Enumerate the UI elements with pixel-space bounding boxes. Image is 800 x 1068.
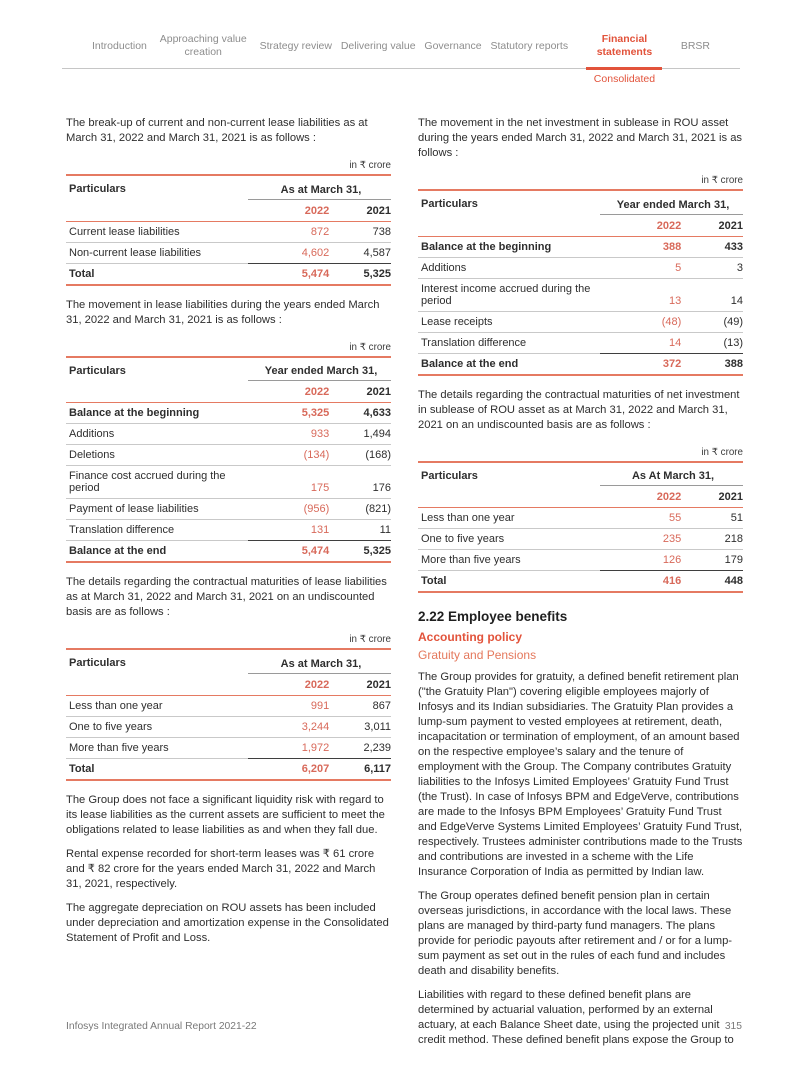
table-row bbox=[66, 737, 391, 758]
table-row bbox=[418, 508, 743, 529]
para-liquidity-risk: The Group does not face a significant liquidity risk with regard to its lease liabilities as the current assets are sufficient to meet the obligations related to lease liabilities as and when they fall due. bbox=[66, 793, 385, 836]
value-2021: 5,325 bbox=[329, 541, 391, 563]
value-2022: 131 bbox=[248, 520, 329, 541]
table-row bbox=[418, 332, 743, 353]
table-row bbox=[66, 263, 391, 285]
table-row bbox=[66, 695, 391, 716]
row-label: Balance at the end bbox=[66, 541, 248, 563]
table-row bbox=[66, 242, 391, 263]
table-row bbox=[66, 716, 391, 737]
para-sublease-maturities: The details regarding the contractual maturities of net investment in sublease of ROU asset as at March 31, 2022 and March 31, 2021 on an undiscounted basis are as follows : bbox=[418, 388, 740, 431]
page-footer bbox=[66, 1021, 742, 1032]
top-navigation bbox=[62, 33, 740, 86]
table-row bbox=[66, 445, 391, 466]
table-col-period-header: As At March 31, bbox=[600, 462, 743, 486]
table-row bbox=[418, 278, 743, 311]
nav-item-strategy-review[interactable]: Strategy review bbox=[259, 39, 332, 52]
row-label: Balance at the end bbox=[418, 353, 600, 375]
section-heading-employee-benefits: 2.22 Employee benefits bbox=[418, 609, 568, 625]
value-2021: 6,117 bbox=[329, 758, 391, 780]
table-col-year-2022: 2022 bbox=[600, 486, 681, 508]
table-sublease-maturities bbox=[418, 461, 743, 594]
row-label: Less than one year bbox=[66, 695, 248, 716]
value-2021: 5,325 bbox=[329, 263, 391, 285]
row-label: Translation difference bbox=[66, 520, 248, 541]
table-row bbox=[66, 520, 391, 541]
row-label: Balance at the beginning bbox=[418, 236, 600, 257]
value-2021: 738 bbox=[329, 221, 391, 242]
nav-item-approaching-value-creation[interactable]: Approaching value creation bbox=[159, 33, 247, 59]
row-label: Total bbox=[418, 571, 600, 593]
table-col-year-2021: 2021 bbox=[681, 486, 743, 508]
table-block-lease-maturities bbox=[66, 634, 391, 781]
row-label: Additions bbox=[418, 257, 600, 278]
table-lease-liability-movement bbox=[66, 356, 391, 564]
row-label: One to five years bbox=[418, 529, 600, 550]
row-label: Non-current lease liabilities bbox=[66, 242, 248, 263]
row-label: Finance cost accrued during the period bbox=[66, 466, 248, 499]
table-col-period-header: Year ended March 31, bbox=[248, 357, 391, 381]
value-2021: 14 bbox=[681, 278, 743, 311]
table-current-noncurrent-lease-liabilities bbox=[66, 174, 391, 286]
value-2022: 126 bbox=[600, 550, 681, 571]
row-label: Total bbox=[66, 263, 248, 285]
table-row bbox=[66, 499, 391, 520]
para-lease-maturities: The details regarding the contractual maturities of lease liabilities as at March 31, 2022 and March 31, 2021 on an undiscounted basis are as follows : bbox=[66, 576, 387, 619]
value-2021: (168) bbox=[329, 445, 391, 466]
value-2021: 433 bbox=[681, 236, 743, 257]
table-col-particulars: Particulars bbox=[421, 198, 478, 211]
value-2021: (821) bbox=[329, 499, 391, 520]
table-col-year-2022: 2022 bbox=[248, 673, 329, 695]
para-gratuity-plan: The Group provides for gratuity, a defined benefit retirement plan ("the Gratuity Plan") covering eligible employees majorly of Infosys and its Indian subsidiaries. The Gratuity Plan provides a lump-sum payment to vested employees at retirement, death, incapacitation or termination of employment, of an amount based on the respective employee’s salary and the tenure of employment with the Group. The Company contributes Gratuity liabilities to the Infosys Limited Employees’ Gratuity Fund Trust (the Trust). In case of Infosys BPM and EdgeVerve, contributions are made to the Infosys BPM Employees’ Gratuity Fund Trust and EdgeVerve Systems Limited Employees’ Gratuity Fund Trust, respectively. Trustees administer contributions made to the Trusts and contributions are invested in a scheme with the Life Insurance Corporation of India as permitted by Indian law. bbox=[418, 671, 743, 879]
value-2022: 5,474 bbox=[248, 263, 329, 285]
value-2021: 218 bbox=[681, 529, 743, 550]
value-2021: 3,011 bbox=[329, 716, 391, 737]
table-col-particulars: Particulars bbox=[69, 364, 126, 377]
para-pension-plan: The Group operates defined benefit pension plan in certain overseas jurisdictions, in accordance with the local laws. These plans are managed by third-party fund managers. The plans provide for periodic payouts after retirement and / or for a lump-sum payment as set out in the rules of each fund and includes death and disability benefits. bbox=[418, 890, 733, 978]
table-col-period-header: As at March 31, bbox=[248, 175, 391, 199]
value-2022: (134) bbox=[248, 445, 329, 466]
table-row bbox=[418, 353, 743, 375]
table-row bbox=[66, 466, 391, 499]
nav-item-financial-statements[interactable] bbox=[577, 33, 672, 86]
row-label: Less than one year bbox=[418, 508, 600, 529]
value-2021: 4,587 bbox=[329, 242, 391, 263]
value-2022: 13 bbox=[600, 278, 681, 311]
row-label: Lease receipts bbox=[418, 311, 600, 332]
table-row bbox=[418, 236, 743, 257]
value-2022: 991 bbox=[248, 695, 329, 716]
value-2022: 5 bbox=[600, 257, 681, 278]
value-2022: 175 bbox=[248, 466, 329, 499]
nav-item-brsr[interactable]: BRSR bbox=[680, 39, 710, 52]
value-2021: 3 bbox=[681, 257, 743, 278]
table-row bbox=[418, 571, 743, 593]
value-2022: 933 bbox=[248, 424, 329, 445]
value-2021: 2,239 bbox=[329, 737, 391, 758]
table-col-particulars: Particulars bbox=[69, 183, 126, 196]
value-2022: 6,207 bbox=[248, 758, 329, 780]
value-2021: 179 bbox=[681, 550, 743, 571]
table-row bbox=[418, 529, 743, 550]
subheading-accounting-policy: Accounting policy bbox=[418, 630, 523, 645]
subheading-gratuity-pensions: Gratuity and Pensions bbox=[418, 648, 537, 663]
row-label: Translation difference bbox=[418, 332, 600, 353]
value-2021: 176 bbox=[329, 466, 391, 499]
para-lease-breakup: The break-up of current and non-current lease liabilities as at March 31, 2022 and March 31, 2021 is as follows : bbox=[66, 117, 368, 145]
para-actuarial-valuation: Liabilities with regard to these defined benefit plans are determined by actuarial valuation, performed by an external actuary, at each Balance Sheet date, using the projected unit credit method. These defined benefit plans expose the Group to bbox=[418, 989, 734, 1047]
row-label: One to five years bbox=[66, 716, 248, 737]
value-2022: 3,244 bbox=[248, 716, 329, 737]
para-rou-depreciation: The aggregate depreciation on ROU assets has been included under depreciation and amortization expense in the Consolidated Statement of Profit and Loss. bbox=[66, 901, 389, 944]
left-column bbox=[66, 116, 391, 1057]
value-2021: 4,633 bbox=[329, 403, 391, 424]
table-col-year-2022: 2022 bbox=[248, 381, 329, 403]
table-col-year-2022: 2022 bbox=[248, 199, 329, 221]
table-block-current-noncurrent bbox=[66, 160, 391, 286]
unit-label: in ₹ crore bbox=[349, 160, 391, 172]
right-column bbox=[418, 116, 743, 1057]
value-2022: (48) bbox=[600, 311, 681, 332]
nav-item-delivering-value[interactable]: Delivering value bbox=[340, 39, 416, 52]
table-row bbox=[418, 311, 743, 332]
value-2021: 1,494 bbox=[329, 424, 391, 445]
table-col-particulars: Particulars bbox=[421, 469, 478, 482]
nav-item-statutory-reports[interactable]: Statutory reports bbox=[490, 39, 569, 52]
table-col-particulars: Particulars bbox=[69, 657, 126, 670]
table-sublease-net-investment-movement bbox=[418, 189, 743, 376]
value-2022: 416 bbox=[600, 571, 681, 593]
value-2022: 14 bbox=[600, 332, 681, 353]
value-2022: (956) bbox=[248, 499, 329, 520]
table-row bbox=[418, 257, 743, 278]
unit-label: in ₹ crore bbox=[701, 175, 743, 187]
row-label: More than five years bbox=[418, 550, 600, 571]
value-2022: 388 bbox=[600, 236, 681, 257]
value-2022: 4,602 bbox=[248, 242, 329, 263]
unit-label: in ₹ crore bbox=[349, 634, 391, 646]
unit-label: in ₹ crore bbox=[349, 341, 391, 353]
value-2021: 448 bbox=[681, 571, 743, 593]
para-sublease-movement: The movement in the net investment in sublease in ROU asset during the years ended March 31, 2022 and March 31, 2021 is as follows : bbox=[418, 117, 743, 160]
value-2021: 388 bbox=[681, 353, 743, 375]
table-row bbox=[66, 221, 391, 242]
nav-item-introduction[interactable]: Introduction bbox=[92, 39, 147, 52]
table-col-year-2021: 2021 bbox=[681, 214, 743, 236]
active-tab-underline bbox=[586, 67, 662, 70]
table-row bbox=[66, 424, 391, 445]
value-2021: (13) bbox=[681, 332, 743, 353]
footer-page-number: 315 bbox=[724, 1021, 742, 1032]
table-row bbox=[66, 541, 391, 563]
row-label: More than five years bbox=[66, 737, 248, 758]
value-2022: 5,474 bbox=[248, 541, 329, 563]
row-label: Total bbox=[66, 758, 248, 780]
table-col-period-header: As at March 31, bbox=[248, 649, 391, 673]
table-row bbox=[418, 550, 743, 571]
row-label: Interest income accrued during the period bbox=[418, 278, 600, 311]
value-2022: 55 bbox=[600, 508, 681, 529]
value-2021: (49) bbox=[681, 311, 743, 332]
table-block-lease-movement bbox=[66, 342, 391, 564]
row-label: Deletions bbox=[66, 445, 248, 466]
nav-item-label: Financial statements bbox=[596, 33, 653, 59]
value-2022: 5,325 bbox=[248, 403, 329, 424]
table-col-year-2021: 2021 bbox=[329, 381, 391, 403]
nav-item-governance[interactable]: Governance bbox=[424, 39, 482, 52]
table-col-year-2022: 2022 bbox=[600, 214, 681, 236]
value-2022: 372 bbox=[600, 353, 681, 375]
table-lease-maturities bbox=[66, 648, 391, 781]
value-2021: 867 bbox=[329, 695, 391, 716]
para-rental-expense: Rental expense recorded for short-term leases was ₹ 61 crore and ₹ 82 crore for the years ended March 31, 2022 and March 31, 2021, respectively. bbox=[66, 847, 376, 890]
nav-sub-label-consolidated[interactable]: Consolidated bbox=[593, 73, 656, 86]
para-lease-movement: The movement in lease liabilities during the years ended March 31, 2022 and March 31, 2021 is as follows : bbox=[66, 298, 380, 326]
table-col-year-2021: 2021 bbox=[329, 199, 391, 221]
value-2022: 235 bbox=[600, 529, 681, 550]
table-col-year-2021: 2021 bbox=[329, 673, 391, 695]
row-label: Payment of lease liabilities bbox=[66, 499, 248, 520]
table-row bbox=[66, 758, 391, 780]
unit-label: in ₹ crore bbox=[701, 446, 743, 458]
table-block-sublease-maturities bbox=[418, 447, 743, 594]
value-2022: 872 bbox=[248, 221, 329, 242]
value-2021: 51 bbox=[681, 508, 743, 529]
row-label: Current lease liabilities bbox=[66, 221, 248, 242]
value-2021: 11 bbox=[329, 520, 391, 541]
row-label: Balance at the beginning bbox=[66, 403, 248, 424]
table-row bbox=[66, 403, 391, 424]
footer-report-title: Infosys Integrated Annual Report 2021-22 bbox=[66, 1021, 257, 1032]
value-2022: 1,972 bbox=[248, 737, 329, 758]
table-col-period-header: Year ended March 31, bbox=[600, 190, 743, 214]
row-label: Additions bbox=[66, 424, 248, 445]
table-block-sublease-movement bbox=[418, 175, 743, 376]
page-content bbox=[66, 116, 742, 1057]
